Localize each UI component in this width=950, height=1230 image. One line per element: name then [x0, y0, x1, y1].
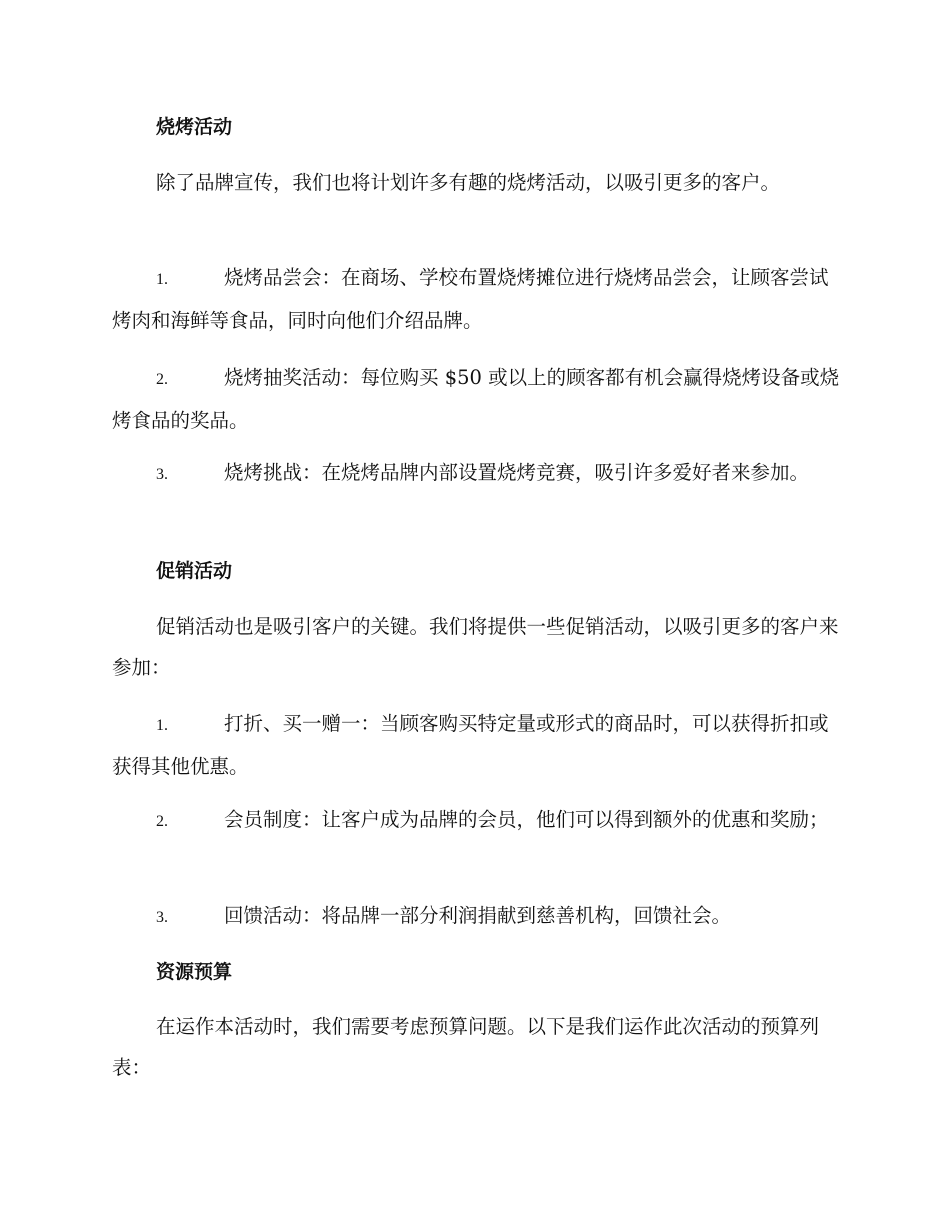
list-item: [112, 703, 842, 787]
list-item-text: 打折、买一赠一：当顾客购买特定量或形式的商品时，可以获得折扣或获得其他优惠。: [112, 712, 829, 778]
list-item: [112, 452, 842, 495]
section-heading-promotion: 促销活动: [156, 560, 233, 582]
paragraph-budget-intro: 在运作本活动时，我们需要考虑预算问题。以下是我们运作此次活动的预算列表：: [112, 1015, 820, 1079]
list-item-text: 烧烤抽奖活动：每位购买 $50 或以上的顾客都有机会赢得烧烤设备或烧烤食品的奖品。: [112, 366, 840, 432]
list-item: [112, 799, 842, 842]
list-number: 3.: [156, 466, 168, 483]
list-number: 2.: [156, 813, 168, 830]
list-number: 1.: [156, 717, 168, 734]
list-item-text: 烧烤挑战：在烧烤品牌内部设置烧烤竞赛，吸引许多爱好者来参加。: [224, 461, 810, 484]
list-number: 3.: [156, 909, 168, 926]
list-item-text: 会员制度：让客户成为品牌的会员，他们可以得到额外的优惠和奖励；: [224, 808, 829, 831]
list-item: [112, 257, 842, 341]
paragraph-promotion-intro: 促销活动也是吸引客户的关键。我们将提供一些促销活动，以吸引更多的客户来参加：: [112, 615, 839, 679]
paragraph-bbq-intro: 除了品牌宣传，我们也将计划许多有趣的烧烤活动，以吸引更多的客户。: [156, 171, 781, 194]
list-number: 2.: [156, 371, 168, 388]
list-item: [112, 357, 842, 441]
section-heading-bbq: 烧烤活动: [156, 116, 233, 138]
list-item: [112, 895, 842, 938]
list-item-text: 回馈活动：将品牌一部分利润捐献到慈善机构，回馈社会。: [224, 904, 732, 927]
section-heading-budget: 资源预算: [156, 961, 233, 983]
list-number: 1.: [156, 271, 168, 288]
list-item-text: 烧烤品尝会：在商场、学校布置烧烤摊位进行烧烤品尝会，让顾客尝试烤肉和海鲜等食品，同时向他们介绍品牌。: [112, 266, 829, 332]
